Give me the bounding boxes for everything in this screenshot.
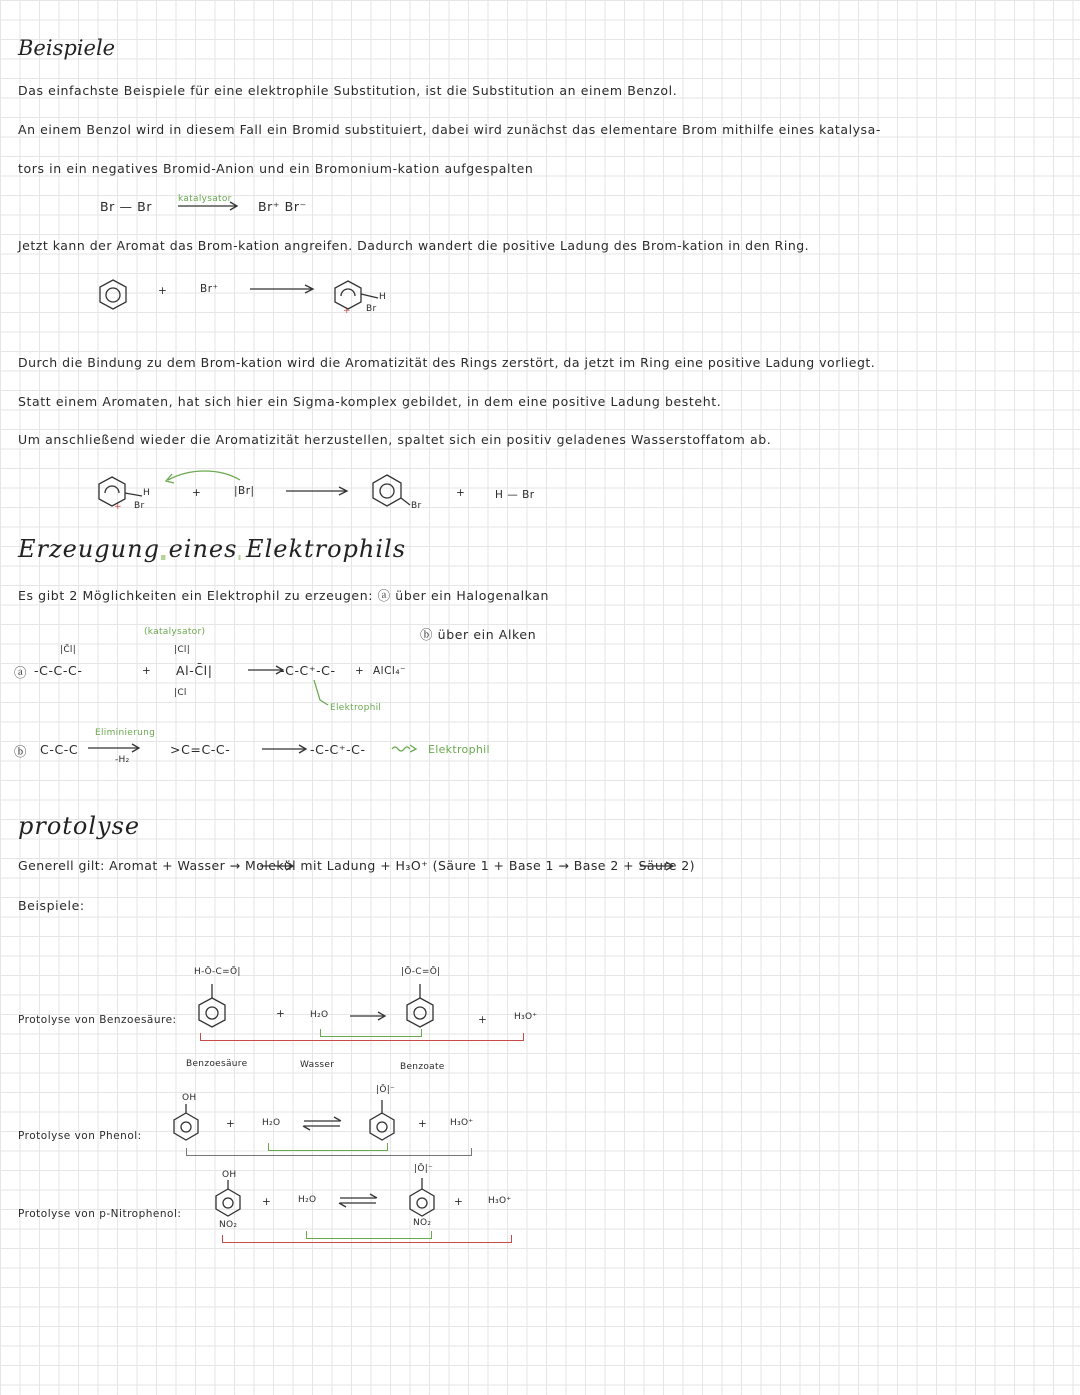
phenol-label: Protolyse von Phenol: <box>18 1130 142 1142</box>
phenol-plus2: + <box>418 1118 428 1130</box>
benzoate-ring <box>407 984 433 1027</box>
ra-label: ⓐ <box>14 665 28 680</box>
nitrophenol-water: H₂O <box>298 1195 317 1205</box>
arrow-eq2 <box>250 285 313 293</box>
sigma-complex-eq2 <box>335 281 378 309</box>
benzoic-ring <box>199 984 225 1027</box>
phenol-equilibrium <box>303 1117 341 1130</box>
benzoic-h3o: H₃O⁺ <box>514 1012 538 1022</box>
phenol-water: H₂O <box>262 1118 281 1128</box>
eq2-reagent: Br⁺ <box>200 283 219 295</box>
sigma-complex-eq3 <box>99 477 142 506</box>
phenol-plus: + <box>226 1118 236 1130</box>
nitrophenol-no2-product: NO₂ <box>413 1218 432 1228</box>
benzoic-name-2: Wasser <box>300 1060 335 1070</box>
eq3-product-br: Br <box>411 501 422 511</box>
nitrophenolate-ring <box>410 1178 434 1216</box>
rb-label: ⓑ <box>14 744 28 759</box>
nitrophenol-plus: + <box>262 1196 272 1208</box>
nitrophenol-oh: OH <box>222 1170 237 1180</box>
arrow-eq3 <box>286 487 347 495</box>
arrow-ra <box>248 666 283 674</box>
benzoic-name-3: Benzoate <box>400 1062 445 1072</box>
nitrophenol-h3o: H₃O⁺ <box>488 1196 512 1206</box>
phenol-ring <box>174 1104 198 1140</box>
eq1-left: Br — Br <box>100 199 153 214</box>
ra-product: -C-C⁺-C- <box>280 663 336 678</box>
ra-cl-below: |Cl <box>174 688 187 698</box>
text-line-7: Um anschließend wieder die Aromatizität herzustellen, spaltet sich ein positiv geladenes Wasserstoffatom ab. <box>18 432 772 447</box>
rb-alkene: >C=C-C- <box>170 742 231 757</box>
nitrophenol-ring <box>216 1180 240 1216</box>
heading-protolyse: protolyse <box>18 812 141 840</box>
arrow-general-2 <box>640 862 673 870</box>
rb-elimination: Eliminierung <box>95 728 156 738</box>
nitrophenol-label: Protolyse von p-Nitrophenol: <box>18 1208 182 1220</box>
ra-alkane: -C-C-C- <box>34 663 83 678</box>
eq1-right: Br⁺ Br⁻ <box>258 199 307 214</box>
benzoic-label: Protolyse von Benzoesäure: <box>18 1014 177 1026</box>
text-line-3: tors in ein negatives Bromid-Anion und ein Bromonium-kation aufgespalten <box>18 161 534 176</box>
text-option-b: ⓑ über ein Alken <box>420 627 537 642</box>
arrow-rb <box>262 745 306 753</box>
rb-alkane: C-C-C <box>40 742 79 757</box>
bromobenzene-eq3 <box>373 475 410 506</box>
ra-cl-above: |Cl| <box>174 645 191 655</box>
text-line-1: Das einfachste Beispiele für eine elektrophile Substitution, ist die Substitution an einem Benzol. <box>18 83 678 98</box>
benzoic-plus2: + <box>478 1014 488 1026</box>
rb-carbocation: -C-C⁺-C- <box>310 742 366 757</box>
text-line-5: Durch die Bindung zu dem Brom-kation wird die Aromatizität des Rings zerstört, da jetzt im Ring eine positive Ladung vorliegt. <box>18 355 876 370</box>
eq3-h: H <box>143 488 151 498</box>
phenolate-ring <box>370 1100 394 1140</box>
eq2-h: H <box>379 292 387 302</box>
nitrophenol-o-minus: |Ō|⁻ <box>414 1164 434 1174</box>
benzoic-water: H₂O <box>310 1010 329 1020</box>
eq1-catalyst: katalysator <box>178 194 232 204</box>
ra-catalyst-label: (katalysator) <box>144 627 206 637</box>
benzoic-plus: + <box>276 1008 286 1020</box>
text-intro: Es gibt 2 Möglichkeiten ein Elektrophil zu erzeugen: ⓐ über ein Halogenalkan <box>18 588 550 603</box>
text-line-2: An einem Benzol wird in diesem Fall ein Bromid substituiert, dabei wird zunächst das elementare Brom mithilfe eines katalysa- <box>18 122 881 137</box>
arrow-curved-eq3 <box>166 471 240 483</box>
benzoic-arrow <box>350 1012 385 1020</box>
eq2-br: Br <box>366 304 377 314</box>
eq3-plus2: + <box>456 487 466 499</box>
benzene-ring-eq2 <box>100 280 126 309</box>
text-line-4: Jetzt kann der Aromat das Brom-kation angreifen. Dadurch wandert die positive Ladung des Brom-kation in den Ring. <box>18 238 810 253</box>
eq3-charge: + <box>114 502 122 512</box>
nitrophenol-equilibrium <box>339 1194 377 1207</box>
ra-alcl3: Al-C̄l| <box>176 663 213 678</box>
rb-minus-h2: -H₂ <box>115 755 130 765</box>
arrow-general-1 <box>260 862 293 870</box>
arrow-rb-elim <box>88 744 139 752</box>
phenol-h3o: H₃O⁺ <box>450 1118 474 1128</box>
ra-plus2: + <box>355 665 365 677</box>
arrow-eq1 <box>178 202 237 210</box>
benzoic-group-top: H-Ō-C=Ō| <box>194 967 241 977</box>
rb-electrophile-note: Elektrophil <box>428 743 490 756</box>
phenol-oh: OH <box>182 1093 197 1103</box>
nitrophenol-plus2: + <box>454 1196 464 1208</box>
nitrophenol-no2: NO₂ <box>219 1220 238 1230</box>
eq3-reagent: |Br| <box>234 485 255 497</box>
heading-beispiele: Beispiele <box>18 36 116 60</box>
text-general: Generell gilt: Aromat + Wasser → Molekül mit Ladung + H₃O⁺ (Säure 1 + Base 1 → Base 2 + Säure 2) <box>18 858 696 873</box>
ra-cl-top: |C̄l| <box>60 645 77 655</box>
arrow-ra-note <box>314 680 328 705</box>
eq3-plus1: + <box>192 487 202 499</box>
ra-electrophile-note: Elektrophil <box>330 703 382 713</box>
heading-erzeugung: Erzeugung eines Elektrophils <box>18 535 407 563</box>
text-examples-label: Beispiele: <box>18 898 85 913</box>
phenol-o-minus: |Ō|⁻ <box>376 1085 396 1095</box>
ra-plus: + <box>142 665 152 677</box>
eq2-plus: + <box>158 285 168 297</box>
squiggle-rb <box>392 745 416 752</box>
ra-alcl4: AlCl₄⁻ <box>373 665 407 677</box>
benzoic-name-1: Benzoesäure <box>186 1059 248 1069</box>
benzoic-product-group: |Ō-C=Ō| <box>401 967 441 977</box>
eq3-hbr: H — Br <box>495 489 535 501</box>
text-line-6: Statt einem Aromaten, hat sich hier ein Sigma-komplex gebildet, in dem eine positive Ladung besteht. <box>18 394 722 409</box>
eq3-br: Br <box>134 501 145 511</box>
eq2-charge: + <box>343 306 351 316</box>
